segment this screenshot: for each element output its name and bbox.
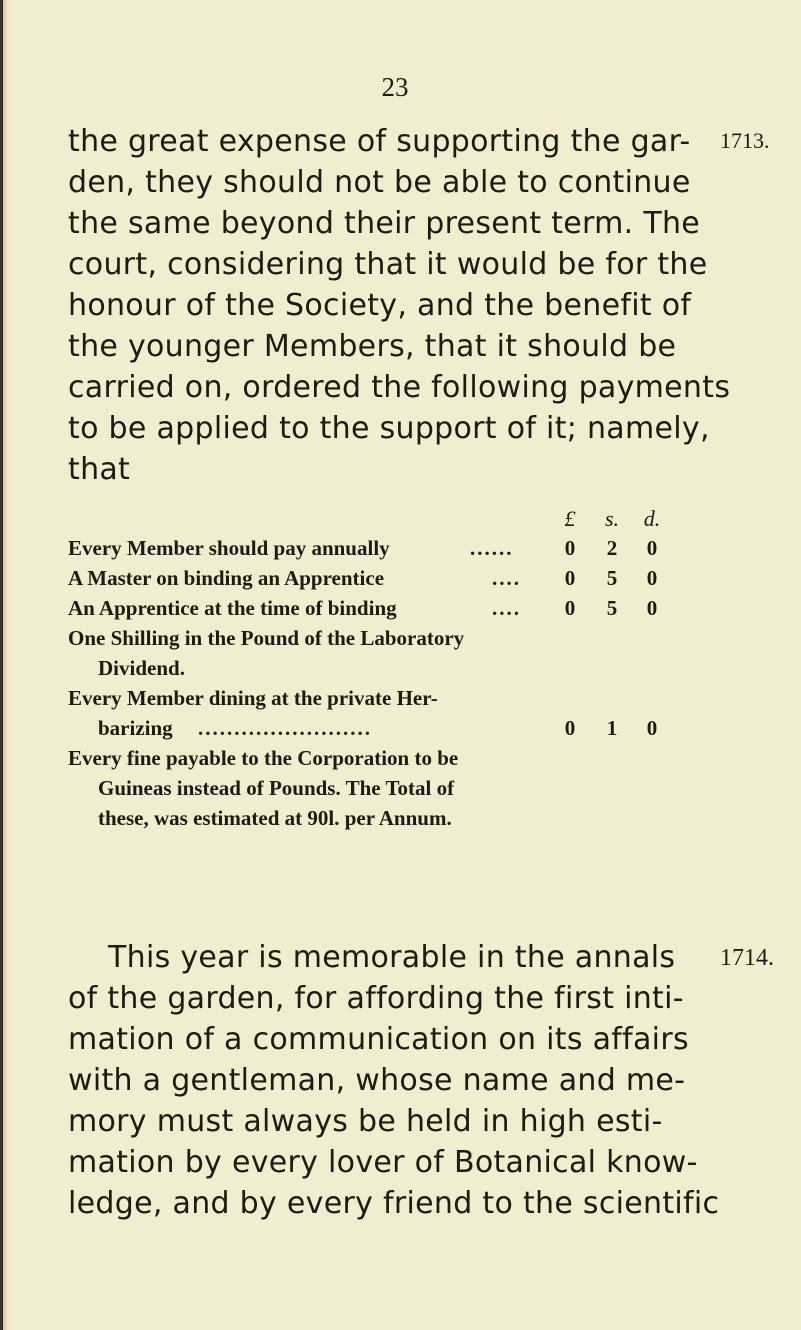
pence-header: d. [643,506,661,531]
page-number: 23 [381,72,409,102]
table-row [68,566,708,596]
shillings-header: s. [604,506,620,531]
paragraph-2 [68,937,720,1224]
text-line: honour of the Society, and the benefit of [68,288,692,323]
leader-dots: ...... [470,536,514,560]
shillings-value: 1 [606,716,618,740]
pounds-value: 0 [564,596,576,620]
row-description: Every Member dining at the private Her- [68,686,438,710]
shillings-value: 5 [606,596,618,620]
text-line: mory must always be held in high esti- [68,1104,663,1139]
paragraph-1 [68,121,731,490]
table-row [68,686,708,716]
table-row [68,626,708,656]
text-line: mation by every lover of Botanical know- [68,1145,698,1180]
pounds-value: 0 [564,536,576,560]
row-description: barizing [98,716,173,740]
text-line: ledge, and by every friend to the scientific [68,1186,720,1221]
row-description: One Shilling in the Pound of the Laboratory [68,626,465,650]
leader-dots: ........................ [198,716,372,740]
leader-dots: .... [492,596,521,620]
row-description: these, was estimated at 90l. per Annum. [98,806,452,830]
row-description: Guineas instead of Pounds. The Total of [98,776,455,800]
row-description: An Apprentice at the time of binding [68,596,397,620]
text-line: the same beyond their present term. The [68,206,701,241]
text-line: with a gentleman, whose name and me- [68,1063,686,1098]
table-row [68,536,708,566]
text-line: carried on, ordered the following payments [68,370,731,405]
table-row [68,806,708,836]
shillings-value: 2 [606,536,618,560]
row-description: A Master on binding an Apprentice [68,566,385,590]
text-line: den, they should not be able to continue [68,165,691,200]
text-line: the great expense of supporting the gar- [68,124,691,159]
text-line: mation of a communication on its affairs [68,1022,689,1057]
currency-header [68,506,708,536]
pounds-value: 0 [564,716,576,740]
table-row [68,776,708,806]
pounds-value: 0 [564,566,576,590]
pence-value: 0 [646,536,658,560]
table-row [68,716,708,746]
pence-value: 0 [646,566,658,590]
table-row [68,596,708,626]
leader-dots: .... [492,566,521,590]
gutter-line [2,0,3,1330]
shillings-value: 5 [606,566,618,590]
pence-value: 0 [646,596,658,620]
text-line: This year is memorable in the annals [108,940,676,975]
pence-value: 0 [646,716,658,740]
margin-year-1713: 1713. [720,128,770,153]
margin-year-1714: 1714. [720,945,774,971]
text-line: that [68,452,131,487]
text-line: the younger Members, that it should be [68,329,677,364]
row-description: Every fine payable to the Corporation to be [68,746,459,770]
table-row [68,746,708,776]
pounds-header: £ [564,506,576,531]
table-row [68,656,708,686]
text-line: of the garden, for affording the first inti- [68,981,684,1016]
row-description: Dividend. [98,656,185,680]
text-line: court, considering that it would be for the [68,247,708,282]
row-description: Every Member should pay annually [68,536,390,560]
text-line: to be applied to the support of it; namely, [68,411,710,446]
